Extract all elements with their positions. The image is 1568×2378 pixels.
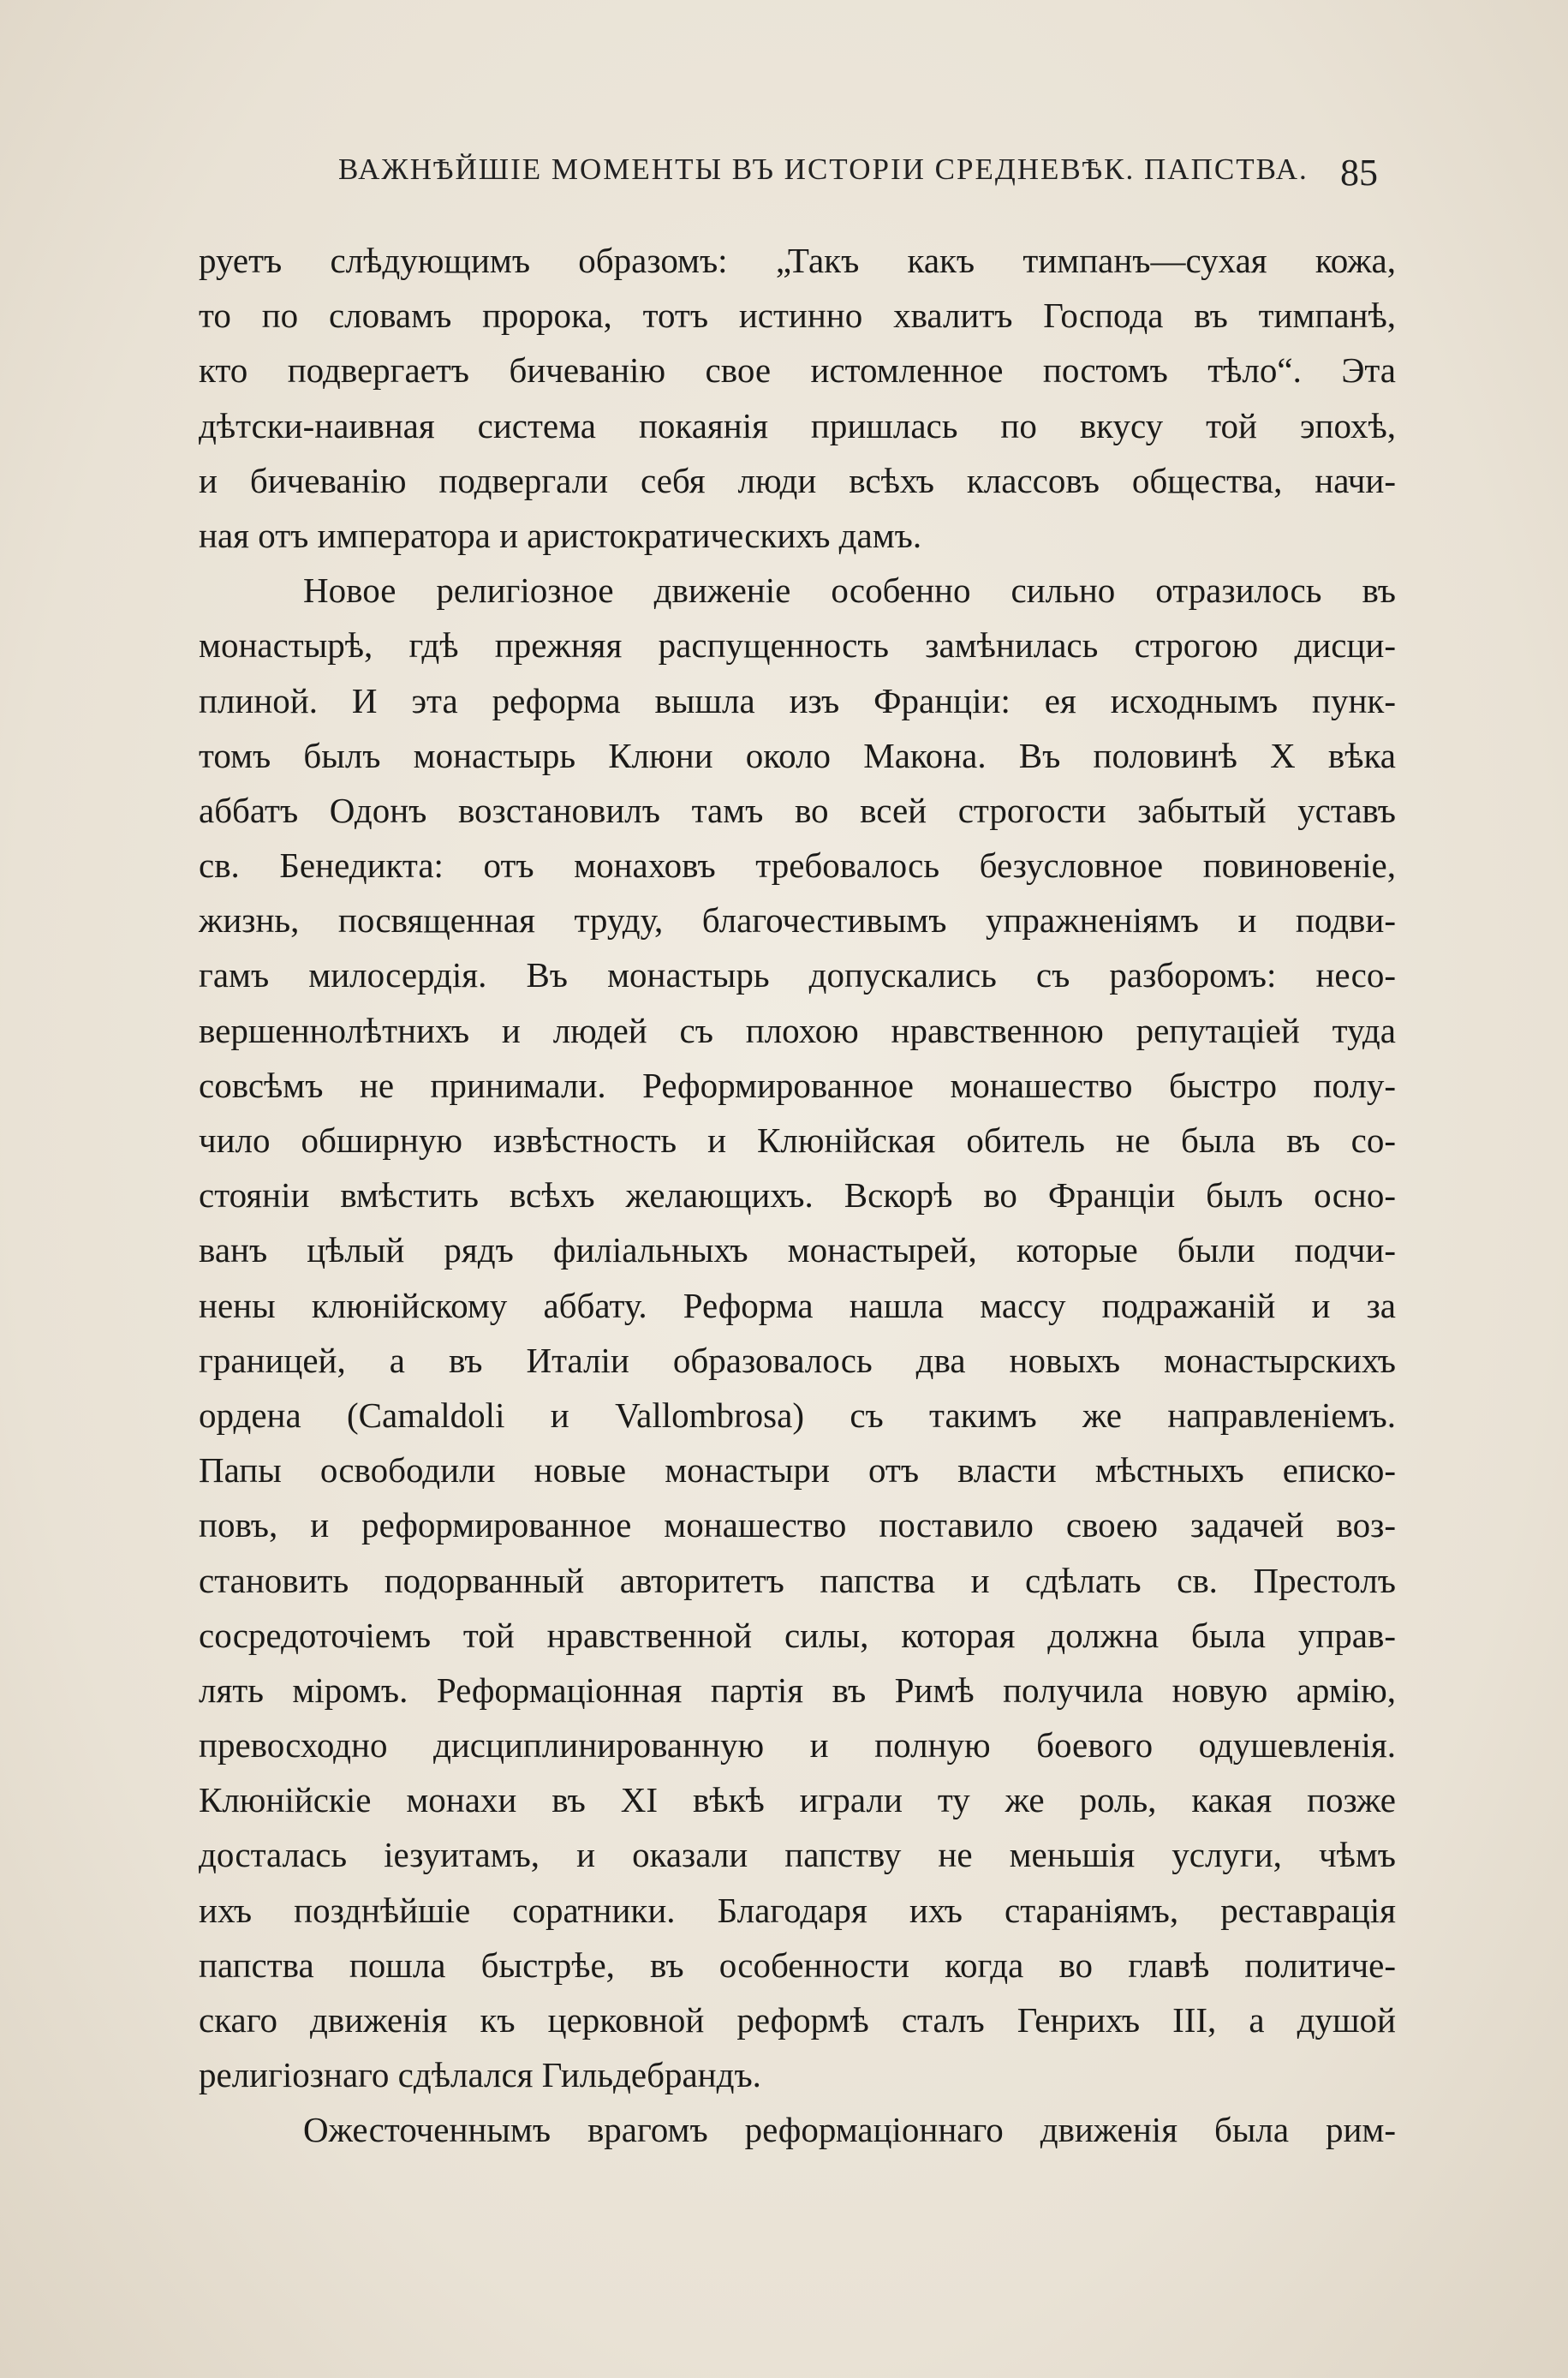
text-line: сосредоточіемъ той нравственной силы, которая должна была управ- [199,1615,1396,1655]
text-line: чило обширную извѣстность и Клюнійская обитель не была въ со- [199,1120,1396,1160]
text-line: плиной. И эта реформа вышла изъ Франціи: ея исходнымъ пунк- [199,680,1396,720]
text-line: ная отъ императора и аристократическихъ дамъ. [199,515,922,555]
text-line: стояніи вмѣстить всѣхъ желающихъ. Вскорѣ во Франціи былъ осно- [199,1175,1396,1216]
text-line: лять міромъ. Реформаціонная партія въ Римѣ получила новую армію, [199,1670,1396,1710]
text-line: вершеннолѣтнихъ и людей съ плохою нравственною репутаціей туда [199,1010,1396,1050]
text-line: папства пошла быстрѣе, въ особенности когда во главѣ политиче- [199,1945,1396,1985]
page-number: 85 [1340,152,1378,194]
text-line: томъ былъ монастырь Клюни около Макона. Въ половинѣ X вѣка [199,735,1396,775]
text-line: скаго движенія къ церковной реформѣ сталъ Генрихъ III, а душой [199,2000,1396,2040]
text-line: то по словамъ пророка, тотъ истинно хвалитъ Господа въ тимпанѣ, [199,296,1396,336]
text-line: кто подвергаетъ бичеванію свое истомленное постомъ тѣло“. Эта [199,350,1396,391]
paragraph-start-line: Ожесточеннымъ врагомъ реформаціоннаго движенія была рим- [303,2110,1396,2150]
text-line: Клюнійскіе монахи въ XI вѣкѣ играли ту же роль, какая позже [199,1780,1396,1820]
text-line: св. Бенедикта: отъ монаховъ требовалось безусловное повиновеніе, [199,845,1396,886]
text-line: ванъ цѣлый рядъ филіальныхъ монастырей, которые были подчи- [199,1230,1396,1270]
text-line: религіознаго сдѣлался Гильдебрандъ. [199,2055,761,2095]
text-line: аббатъ Одонъ возстановилъ тамъ во всей строгости забытый уставъ [199,790,1396,830]
running-title: ВАЖНѢЙШІЕ МОМЕНТЫ ВЪ ИСТОРІИ СРЕДНЕВѢК. ПАПСТВА. [338,152,1309,186]
text-line: совсѣмъ не принимали. Реформированное монашество быстро полу- [199,1065,1396,1105]
text-line: гамъ милосердія. Въ монастырь допускались съ разборомъ: несо- [199,955,1396,995]
text-line: Папы освободили новые монастыри отъ власти мѣстныхъ еписко- [199,1450,1396,1491]
text-line: руетъ слѣдующимъ образомъ: „Такъ какъ тимпанъ—сухая кожа, [199,241,1396,280]
paragraph-start-line: Новое религіозное движеніе особенно сильно отразилось въ [303,571,1396,611]
text-line: жизнь, посвященная труду, благочестивымъ упражненіямъ и подви- [199,900,1396,941]
text-line: монастырѣ, гдѣ прежняя распущенность замѣнилась строгою дисци- [199,625,1396,666]
text-line: нены клюнійскому аббату. Реформа нашла массу подражаній и за [199,1285,1396,1325]
text-line: повъ, и реформированное монашество поставило своею задачей воз- [199,1505,1396,1545]
text-line: дѣтски-наивная система покаянія пришлась по вкусу той эпохѣ, [199,405,1396,445]
text-line: ордена (Camaldoli и Vallombrosa) съ такимъ же направленіемъ. [199,1395,1396,1435]
text-line: досталась іезуитамъ, и оказали папству не меньшія услуги, чѣмъ [199,1835,1396,1875]
text-line: становить подорванный авторитетъ папства и сдѣлать св. Престолъ [199,1560,1396,1600]
text-line: ихъ позднѣйшіе соратники. Благодаря ихъ стараніямъ, реставрація [199,1890,1396,1930]
text-line: превосходно дисциплинированную и полную боевого одушевленія. [199,1725,1396,1766]
text-line: границей, а въ Италіи образовалось два новыхъ монастырскихъ [199,1340,1396,1380]
body-text [199,233,1396,2158]
text-line: и бичеванію подвергали себя люди всѣхъ классовъ общества, начи- [199,460,1396,500]
